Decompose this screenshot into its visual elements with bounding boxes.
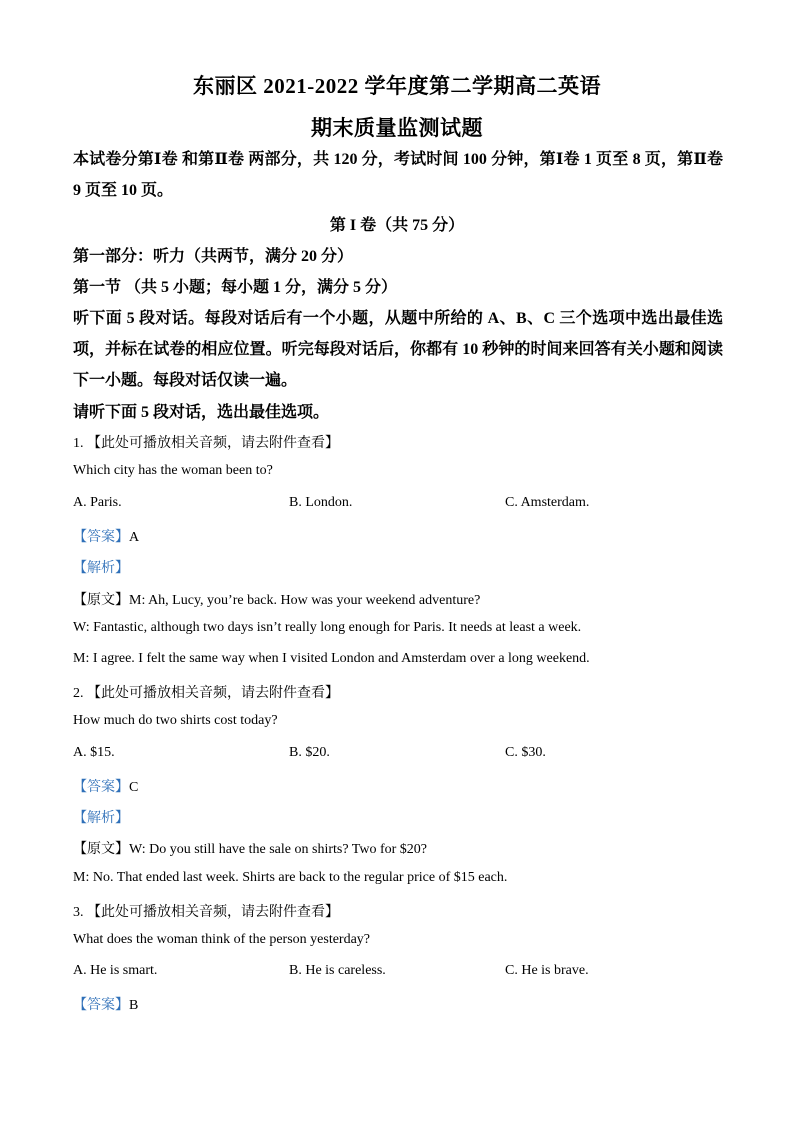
option-c-q2: C. $30.: [505, 745, 546, 760]
option-b-q3: B. He is careless.: [289, 963, 386, 978]
analysis-label-q1: 【解析】: [73, 561, 129, 576]
transcript-line: M: I agree. I felt the same way when I visited London and Amsterdam over a long weekend.: [73, 651, 590, 666]
transcript-line: W: Do you still have the sale on shirts? Two for $20?: [129, 842, 428, 857]
part-one-heading: 第一部分：听力（共两节，满分 20 分）: [73, 248, 354, 265]
question-text-q1: Which city has the woman been to?: [73, 463, 273, 478]
option-a-q2: A. $15.: [73, 745, 115, 760]
audio-note-q2[interactable]: 2. 【此处可播放相关音频，请去附件查看】: [73, 686, 339, 701]
option-a-q3: A. He is smart.: [73, 963, 158, 978]
analysis-label-q2: 【解析】: [73, 811, 129, 826]
audio-note-q3[interactable]: 3. 【此处可播放相关音频，请去附件查看】: [73, 905, 339, 920]
listening-instructions: 听下面 5 段对话。每段对话后有一个小题，从题中所给的 A、B、C 三个选项中选出最佳选项，并标在试卷的相应位置。听完每段对话后，你都有 10 秒钟的时间来回答有关小题和阅读下一小题。每段对话仅读一遍。: [73, 310, 723, 389]
option-c-q1: C. Amsterdam.: [505, 495, 590, 510]
option-b-q1: B. London.: [289, 495, 353, 510]
answer-row-q1: [73, 526, 139, 546]
question-text-q3: What does the woman think of the person yesterday?: [73, 932, 371, 947]
exam-intro-paragraph: 本试卷分第Ⅰ卷 和第Ⅱ卷 两部分，共 120 分，考试时间 100 分钟，第Ⅰ卷 1 页至 8 页，第Ⅱ卷 9 页至 10 页。: [73, 151, 723, 199]
answer-label: 【答案】: [73, 530, 129, 545]
exam-title-line2: 期末质量监测试题: [311, 116, 483, 140]
answer-value-q2: C: [129, 780, 139, 795]
transcript-label: 【原文】: [73, 593, 129, 608]
option-a-q1: A. Paris.: [73, 495, 122, 510]
transcript-row-q1: [73, 589, 480, 609]
question-text-q2: How much do two shirts cost today?: [73, 713, 278, 728]
answer-value-q1: A: [129, 530, 140, 545]
answer-value-q3: B: [129, 998, 139, 1013]
option-b-q2: B. $20.: [289, 745, 330, 760]
section-title: 第 I 卷（共 75 分）: [329, 217, 465, 234]
section-one-heading: 第一节 （共 5 小题；每小题 1 分，满分 5 分）: [73, 279, 398, 296]
answer-row-q3: [73, 994, 138, 1014]
transcript-line: M: No. That ended last week. Shirts are back to the regular price of $15 each.: [73, 870, 508, 885]
answer-label: 【答案】: [73, 780, 129, 795]
transcript-row-q2: [73, 838, 427, 858]
transcript-line: M: Ah, Lucy, you’re back. How was your weekend adventure?: [129, 593, 481, 608]
listening-prompt: 请听下面 5 段对话，选出最佳选项。: [73, 404, 330, 421]
answer-row-q2: [73, 776, 138, 796]
transcript-line: W: Fantastic, although two days isn’t really long enough for Paris. It needs at least a week.: [73, 620, 582, 635]
audio-note-q1[interactable]: 1. 【此处可播放相关音频，请去附件查看】: [73, 436, 339, 451]
answer-label: 【答案】: [73, 998, 129, 1013]
exam-title-line1: 东丽区 2021-2022 学年度第二学期高二英语: [193, 74, 601, 98]
transcript-label: 【原文】: [73, 842, 129, 857]
option-c-q3: C. He is brave.: [505, 963, 589, 978]
